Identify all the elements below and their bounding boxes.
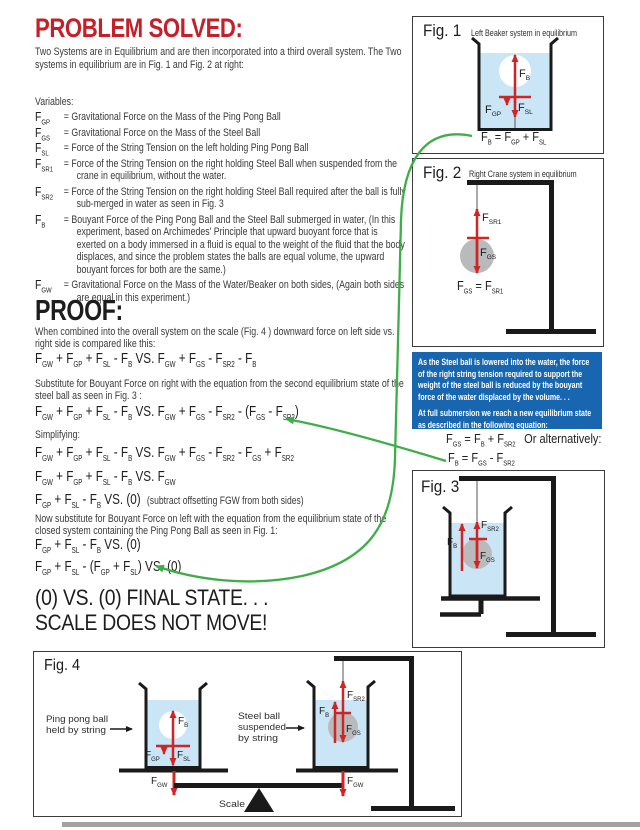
figure-2-equation: $F_{GS} = F_{SR1}$ xyxy=(457,278,504,296)
force-label-fgs: $F_{GS}$ xyxy=(480,247,497,261)
note-paragraph-2: At full submersion we reach a new equilibrium state as described in the following equation: xyxy=(418,408,592,430)
variable-definition xyxy=(35,140,408,158)
variable-description: = Force of the String Tension on the right holding Steel Ball required after the ball is fully sub-merged in water as seen in Fig. 3 xyxy=(63,185,406,210)
figure-3-title: Fig. 3 xyxy=(421,477,460,496)
variable-term: $F_{GP}$ xyxy=(35,109,51,127)
figure-4-drawing xyxy=(34,652,458,813)
variable-term: $F_{GW}$ xyxy=(35,277,52,295)
caption-steel-line1: Steel ball xyxy=(238,711,280,722)
force-label-fgs: $F_{GS}$ xyxy=(346,724,361,737)
caption-ping-pong-line1: Ping pong ball xyxy=(46,714,108,725)
figure-3-panel xyxy=(412,470,605,648)
note-paragraph-1: As the Steel ball is lowered into the water, the force of the right string tension required to support the weight of the steel ball is reduced by the bouyant force of the water displaced by the volume. . . xyxy=(418,357,590,402)
scale-label: Scale xyxy=(219,799,245,810)
variables-heading: Variables: xyxy=(35,96,74,108)
figure-4-title: Fig. 4 xyxy=(44,657,81,674)
equation-compare: $F_{GW} + F_{GP} + F_{SL} - F_B$ VS. $F_{GW} + F_{GS} - F_{SR2} - F_B$ xyxy=(35,350,257,369)
figure-1-subtitle: Left Beaker system in equilibrium xyxy=(471,28,578,38)
page-title: PROBLEM SOLVED: xyxy=(35,13,243,43)
equation-substituted: $F_{GW} + F_{GP} + F_{SL} - F_B$ VS. $F_{GW} + F_{GS} - F_{SR2} - (F_{GS} - F_{SR2})$ xyxy=(35,403,299,422)
caption-ping-pong-line2: held by string xyxy=(46,725,106,736)
alt-equation-b: $F_B = F_{GS} - F_{SR2}$ xyxy=(448,450,515,468)
simplifying-label: Simplifying: xyxy=(35,429,80,441)
variable-definition xyxy=(35,183,408,211)
force-label-fgp: $F_{GP}$ xyxy=(485,104,502,118)
variable-description: = Bouyant Force of the Ping Pong Ball and the Steel Ball submerged in water, (In this experiment, based on Archimedes' Principle that upward buoyant force that is exerted on a body immersed in a fluid is equal to the weight of the fluid that the body displaces, and since the problem states the balls are equal volume, the upward bouyant forces for both are the same.) xyxy=(63,213,405,276)
variable-definition xyxy=(35,211,408,277)
variable-description: = Gravitational Force on the Mass of the Ping Pong Ball xyxy=(63,111,281,123)
variables-list xyxy=(35,111,408,307)
proof-paragraph-1: When combined into the overall system on the scale (Fig. 4 ) downward force on left side vs. right side is compared like this: xyxy=(35,326,395,350)
scale-fulcrum xyxy=(244,788,274,812)
force-label-fsl: $F_{SL}$ xyxy=(518,102,533,116)
variable-definition xyxy=(35,155,408,183)
variable-description: = Force of the String Tension on the left holding Ping Pong Ball xyxy=(63,142,309,154)
intro-text: Two Systems are in Equilibrium and are then incorporated into a third overall system. The Two systems in equilibrium are in Fig. 1 and Fig. 2 at right: xyxy=(35,46,402,71)
force-label-fgp: $F_{GP}$ xyxy=(145,750,160,763)
force-label-fb: $F_B$ xyxy=(447,537,458,550)
alt-equation-a xyxy=(446,431,602,449)
equation-simplify-3 xyxy=(35,491,304,508)
equation-simplify-3-tokens: $F_{GP} + F_{SL} - F_B$ VS. (0) xyxy=(35,491,141,510)
variable-definition xyxy=(35,109,408,127)
figure-2-title: Fig. 2 xyxy=(423,163,462,182)
equation-simplify-2: $F_{GW} + F_{GP} + F_{SL} - F_B$ VS. $F_{GW}$ xyxy=(35,468,176,487)
variable-definition xyxy=(35,124,408,143)
force-label-fsl: $F_{SL}$ xyxy=(177,750,191,763)
page-bottom-edge xyxy=(62,822,640,827)
note-box xyxy=(412,352,602,429)
force-label-fgs: $F_{GS}$ xyxy=(480,551,495,564)
force-label-fgw-left: $F_{GW}$ xyxy=(151,776,168,789)
equation-simplify-1: $F_{GW} + F_{GP} + F_{SL} - F_B$ VS. $F_{GW} + F_{GS} - F_{SR2} - F_{GS} + F_{SR2}$ xyxy=(35,444,294,463)
figure-2-panel xyxy=(412,158,604,347)
variable-term: $F_{SR1}$ xyxy=(35,155,54,174)
figure-3-drawing xyxy=(413,471,601,644)
force-label-fsr1: $F_{SR1}$ xyxy=(482,212,502,226)
variable-term: $F_{GS}$ xyxy=(35,124,51,143)
variable-term: $F_{SL}$ xyxy=(35,140,49,158)
variable-description: = Gravitational Force on the Mass of the Water/Beaker on both sides, (Again both sides are equal in this experiment.) xyxy=(63,279,405,304)
figure-1-equation: $F_B = F_{GP} + F_{SL}$ xyxy=(481,129,547,147)
caption-steel-line3: by string xyxy=(238,733,278,744)
figure-1-panel xyxy=(412,16,604,154)
final-statement-2: SCALE DOES NOT MOVE! xyxy=(35,610,268,635)
proof-paragraph-3: Now substitute for Bouyant Force on left with the equation from the equilibrium state of the closed system containing the Ping Pong Ball as seen in Fig. 1: xyxy=(35,513,387,537)
or-alternatively-text: Or alternatively: xyxy=(524,431,602,446)
force-label-fb-right: $F_B$ xyxy=(319,706,330,719)
force-label-fsr2: $F_{SR2}$ xyxy=(481,520,499,533)
equation-left-1: $F_{GP} + F_{SL} - F_B$ VS. (0) xyxy=(35,536,141,555)
force-label-fb: $F_B$ xyxy=(519,68,531,82)
final-statement-1: (0) VS. (0) FINAL STATE. . . xyxy=(35,585,269,610)
proof-paragraph-2: Substitute for Bouyant Force on right with the equation from the second equilibrium state of the steel ball as seen in Fig. 3 : xyxy=(35,378,404,402)
variable-description: = Gravitational Force on the Mass of the Steel Ball xyxy=(63,126,261,139)
figure-1-title: Fig. 1 xyxy=(423,21,462,40)
variable-description: = Force of the String Tension on the right holding Steel Ball when suspended from the crane in equilibrium, without the water. xyxy=(63,157,398,182)
figure-1-drawing xyxy=(471,37,561,131)
force-label-fsr2: $F_{SR2}$ xyxy=(347,690,365,703)
figure-2-subtitle: Right Crane system in equilibrium xyxy=(469,169,577,179)
proof-heading: PROOF: xyxy=(35,295,123,327)
caption-steel-line2: suspended xyxy=(238,722,286,733)
equation-note: (subtract offsetting FGW from both sides) xyxy=(146,495,304,507)
note-text xyxy=(418,357,596,431)
equation-left-2: $F_{GP} + F_{SL} - (F_{GP} + F_{SL})$ VS. (0) xyxy=(35,558,182,577)
variable-term: $F_B$ xyxy=(35,211,46,230)
force-label-fgw-right: $F_{GW}$ xyxy=(347,776,364,789)
figure-2-drawing xyxy=(413,159,600,343)
alt-equation-a-tokens: $F_{GS} = F_B + F_{SR2}$ xyxy=(446,431,516,449)
force-label-fb-left: $F_B$ xyxy=(178,716,189,729)
variable-term: $F_{SR2}$ xyxy=(35,183,54,202)
figure-4-panel xyxy=(33,651,462,817)
